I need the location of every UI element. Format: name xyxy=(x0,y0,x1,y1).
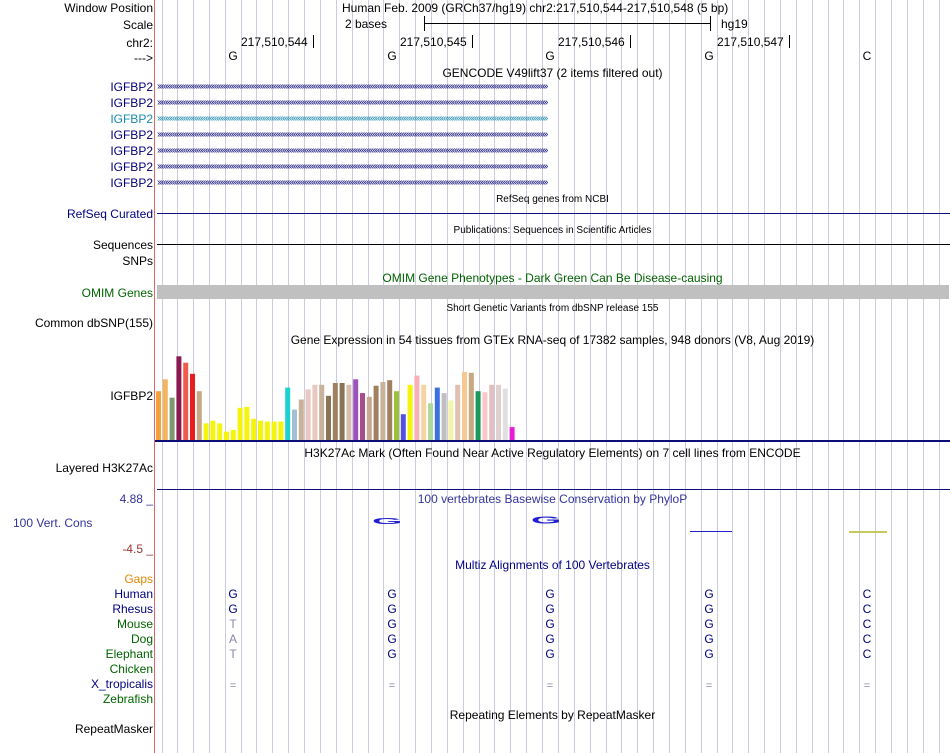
gtex-tissue-bar[interactable] xyxy=(503,389,508,441)
alignment-gap-marker: = xyxy=(546,680,554,692)
gtex-tissue-bar[interactable] xyxy=(163,379,168,440)
phylop-base-logo: G xyxy=(531,515,562,527)
omim-genes-label[interactable]: OMIM Genes xyxy=(81,286,153,300)
gtex-tissue-bar[interactable] xyxy=(353,379,358,440)
alignment-base: G xyxy=(545,587,555,601)
gtex-tissue-bar[interactable] xyxy=(455,385,460,440)
gtex-track-title[interactable]: Gene Expression in 54 tissues from GTEx RNA-seq of 17382 samples, 948 donors (V8, Aug 2019) xyxy=(290,333,815,347)
position-tick-label: 217,510,547 xyxy=(717,35,784,49)
gtex-tissue-bar[interactable] xyxy=(510,427,515,440)
scale-assembly: hg19 xyxy=(721,17,748,31)
gtex-tissue-bar[interactable] xyxy=(367,397,372,440)
gtex-tissue-bar[interactable] xyxy=(462,372,467,440)
gtex-tissue-bar[interactable] xyxy=(217,423,222,440)
window-position-title[interactable]: Human Feb. 2009 (GRCh37/hg19) chr2:217,510,544-217,510,548 (5 bp) xyxy=(342,1,729,15)
gtex-tissue-bar[interactable] xyxy=(387,380,392,440)
gtex-tissue-bar[interactable] xyxy=(210,421,215,440)
refseq-gene-line[interactable] xyxy=(157,213,950,214)
reference-base: C xyxy=(862,49,872,63)
gene-feature[interactable]: ››››››››››››››››››››››››››››››››››››››››››››››››››››››››››››››››››››››››››››››››››››››››››››››››››››››››››››››››››››››››››››››››››››››››››››››››››››››››››››››››››››››››››››››››››››››››››››››››››››››››››››››››››››› xyxy=(157,130,547,140)
gtex-tissue-bar[interactable] xyxy=(435,388,440,440)
dbsnp-track-label[interactable]: Common dbSNP(155) xyxy=(34,316,153,330)
reference-base: G xyxy=(545,49,555,63)
alignment-base: G xyxy=(704,587,714,601)
phylop-low-score xyxy=(690,531,732,532)
alignment-base: C xyxy=(862,602,872,616)
gtex-tissue-bar[interactable] xyxy=(272,422,277,440)
gene-label-igfbp2[interactable]: IGFBP2 xyxy=(110,128,153,142)
alignment-base: G xyxy=(704,647,714,661)
window-position-label: Window Position xyxy=(64,1,153,15)
h3k27ac-track-title[interactable]: H3K27Ac Mark (Often Found Near Active Regulatory Elements) on 7 cell lines from ENCODE xyxy=(304,446,801,460)
multiz-track-title[interactable]: Multiz Alignments of 100 Vertebrates xyxy=(455,558,650,572)
gtex-tissue-bar[interactable] xyxy=(414,376,419,440)
gtex-tissue-bar[interactable] xyxy=(482,392,487,440)
alignment-base: G xyxy=(704,617,714,631)
gene-label-igfbp2[interactable]: IGFBP2 xyxy=(110,160,153,174)
position-tick xyxy=(313,35,314,48)
gtex-tissue-bar[interactable] xyxy=(278,422,283,440)
gtex-tissue-bar[interactable] xyxy=(340,383,345,440)
gtex-tissue-bar[interactable] xyxy=(374,386,379,440)
alignment-base: G xyxy=(545,617,555,631)
strand-label: ---> xyxy=(134,51,153,65)
species-label-zebrafish[interactable]: Zebrafish xyxy=(102,692,153,706)
gtex-tissue-bar[interactable] xyxy=(469,373,474,440)
gtex-tissue-bar[interactable] xyxy=(197,391,202,440)
gtex-tissue-bar[interactable] xyxy=(421,385,426,440)
species-label-mouse[interactable]: Mouse xyxy=(116,617,153,631)
species-label-rhesus[interactable]: Rhesus xyxy=(112,602,153,616)
alignment-base: G xyxy=(387,632,397,646)
snps-label[interactable]: SNPs xyxy=(122,254,153,268)
position-tick-label: 217,510,544 xyxy=(241,35,308,49)
repeatmasker-track-label[interactable]: RepeatMasker xyxy=(74,722,153,736)
gtex-tissue-bar[interactable] xyxy=(183,363,188,440)
refseq-track-title[interactable]: RefSeq genes from NCBI xyxy=(496,194,609,205)
alignment-gap-marker: = xyxy=(388,680,396,692)
gtex-tissue-bar[interactable] xyxy=(224,432,229,440)
gene-feature[interactable]: ››››››››››››››››››››››››››››››››››››››››››››››››››››››››››››››››››››››››››››››››››››››››››››››››››››››››››››››››››››››››››››››››››››››››››››››››››››››››››››››››››››››››››››››››››››››››››››››››››››››››››››››››››››› xyxy=(157,98,547,108)
gencode-track-title[interactable]: GENCODE V49lift37 (2 items filtered out) xyxy=(442,66,663,80)
position-tick xyxy=(472,35,473,48)
gtex-tissue-bar[interactable] xyxy=(428,403,433,440)
gtex-tissue-bar[interactable] xyxy=(251,419,256,440)
phylop-track-label[interactable]: 100 Vert. Cons xyxy=(13,516,93,530)
alignment-base: G xyxy=(387,602,397,616)
alignment-base: G xyxy=(387,587,397,601)
gene-label-igfbp2[interactable]: IGFBP2 xyxy=(110,80,153,94)
gtex-tissue-bar[interactable] xyxy=(489,385,494,440)
position-tick xyxy=(630,35,631,48)
publications-track-title[interactable]: Publications: Sequences in Scientific Articles xyxy=(453,225,652,236)
omim-feature[interactable] xyxy=(157,285,949,299)
alignment-base: C xyxy=(862,647,872,661)
gtex-tissue-bar[interactable] xyxy=(258,421,263,440)
alignment-base: G xyxy=(387,617,397,631)
alignment-base: G xyxy=(704,632,714,646)
alignment-base: G xyxy=(545,602,555,616)
gtex-tissue-bar[interactable] xyxy=(170,398,175,440)
publications-line[interactable] xyxy=(157,244,950,245)
alignment-base: C xyxy=(862,617,872,631)
gtex-tissue-bar[interactable] xyxy=(306,389,311,440)
position-tick-label: 217,510,546 xyxy=(558,35,625,49)
reference-base: G xyxy=(704,49,714,63)
scale-text: 2 bases xyxy=(345,17,388,31)
gtex-gene-label[interactable]: IGFBP2 xyxy=(110,389,153,403)
gtex-tissue-bar[interactable] xyxy=(238,408,243,440)
alignment-base: T xyxy=(229,617,237,631)
species-label-x-tropicalis[interactable]: X_tropicalis xyxy=(90,677,153,691)
scale-bar-tick xyxy=(710,16,711,31)
species-label-elephant[interactable]: Elephant xyxy=(105,647,153,661)
gtex-tissue-bar[interactable] xyxy=(231,430,236,440)
species-label-dog[interactable]: Dog xyxy=(130,632,153,646)
gtex-tissue-bar[interactable] xyxy=(496,385,501,440)
gene-feature[interactable]: ››››››››››››››››››››››››››››››››››››››››››››››››››››››››››››››››››››››››››››››››››››››››››››››››››››››››››››››››››››››››››››››››››››››››››››››››››››››››››››››››››››››››››››››››››››››››››››››››››››››››››››››››››››› xyxy=(157,114,547,124)
gtex-tissue-bar[interactable] xyxy=(156,391,161,440)
repeatmasker-track-title[interactable]: Repeating Elements by RepeatMasker xyxy=(449,708,656,722)
gaps-label[interactable]: Gaps xyxy=(124,572,153,586)
alignment-base: C xyxy=(862,587,872,601)
gtex-tissue-bar[interactable] xyxy=(285,388,290,440)
dbsnp-track-title[interactable]: Short Genetic Variants from dbSNP release 155 xyxy=(446,303,659,314)
h3k27ac-track-label[interactable]: Layered H3K27Ac xyxy=(55,461,153,475)
alignment-gap-marker: = xyxy=(705,680,713,692)
alignment-base: G xyxy=(545,647,555,661)
alignment-base: T xyxy=(229,647,237,661)
reference-base: G xyxy=(387,49,397,63)
species-label-chicken[interactable]: Chicken xyxy=(109,662,153,676)
alignment-base: G xyxy=(704,602,714,616)
reference-base: G xyxy=(228,49,238,63)
phylop-low-score xyxy=(849,531,887,533)
scale-bar xyxy=(424,23,710,24)
gtex-tissue-bar[interactable] xyxy=(360,393,365,440)
gene-feature[interactable]: ››››››››››››››››››››››››››››››››››››››››››››››››››››››››››››››››››››››››››››››››››››››››››››››››››››››››››››››››››››››››››››››››››››››››››››››››››››››››››››››››››››››››››››››››››››››››››››››››››››››››››››››››››››› xyxy=(157,146,547,156)
gtex-tissue-bar[interactable] xyxy=(448,400,453,440)
gtex-tissue-bar[interactable] xyxy=(244,407,249,440)
gtex-tissue-bar[interactable] xyxy=(326,396,331,440)
gtex-tissue-bar[interactable] xyxy=(333,383,338,440)
omim-track-title[interactable]: OMIM Gene Phenotypes - Dark Green Can Be Disease-causing xyxy=(382,271,723,285)
gtex-tissue-bar[interactable] xyxy=(442,393,447,440)
gtex-tissue-bar[interactable] xyxy=(190,374,195,440)
alignment-base: G xyxy=(228,602,238,616)
chrom-label: chr2: xyxy=(126,36,153,50)
gtex-tissue-bar[interactable] xyxy=(319,385,324,440)
gtex-tissue-bar[interactable] xyxy=(176,356,181,440)
phylop-track-title[interactable]: 100 vertebrates Basewise Conservation by PhyloP xyxy=(417,492,688,506)
phylop-max-label: 4.88 _ xyxy=(119,492,153,506)
sequences-track-label[interactable]: Sequences xyxy=(92,238,153,252)
gtex-tissue-bar[interactable] xyxy=(204,423,209,440)
alignment-gap-marker: = xyxy=(229,680,237,692)
species-label-human[interactable]: Human xyxy=(114,587,153,601)
gtex-tissue-bar[interactable] xyxy=(346,385,351,440)
scale-bar-tick xyxy=(424,16,425,31)
gtex-tissue-bar[interactable] xyxy=(299,400,304,441)
gene-feature[interactable]: ››››››››››››››››››››››››››››››››››››››››››››››››››››››››››››››››››››››››››››››››››››››››››››››››››››››››››››››››››››››››››››››››››››››››››››››››››››››››››››››››››››››››››››››››››››››››››››››››››››››››››››››››››››› xyxy=(157,178,547,188)
gtex-tissue-bar[interactable] xyxy=(312,385,317,440)
alignment-base: G xyxy=(228,587,238,601)
gtex-tissue-bar[interactable] xyxy=(292,410,297,440)
alignment-base: G xyxy=(545,632,555,646)
alignment-base: A xyxy=(228,632,237,646)
gtex-tissue-bar[interactable] xyxy=(265,422,270,440)
scale-label: Scale xyxy=(122,18,153,32)
position-tick xyxy=(789,35,790,48)
alignment-base: G xyxy=(387,647,397,661)
gene-feature[interactable]: ››››››››››››››››››››››››››››››››››››››››››››››››››››››››››››››››››››››››››››››››››››››››››››››››››››››››››››››››››››››››››››››››››››››››››››››››››››››››››››››››››››››››››››››››››››››››››››››››››››››››››››››››››››› xyxy=(157,82,547,92)
gtex-tissue-bar[interactable] xyxy=(380,382,385,440)
alignment-base: C xyxy=(862,632,872,646)
refseq-track-label[interactable]: RefSeq Curated xyxy=(66,207,153,221)
alignment-gap-marker: = xyxy=(863,680,871,692)
phylop-min-label: -4.5 _ xyxy=(122,542,153,556)
gene-label-igfbp2[interactable]: IGFBP2 xyxy=(110,176,153,190)
gene-label-igfbp2[interactable]: IGFBP2 xyxy=(110,96,153,110)
gene-feature[interactable]: ››››››››››››››››››››››››››››››››››››››››››››››››››››››››››››››››››››››››››››››››››››››››››››››››››››››››››››››››››››››››››››››››››››››››››››››››››››››››››››››››››››››››››››››››››››››››››››››››››››››››››››››››››››› xyxy=(157,162,547,172)
position-tick-label: 217,510,545 xyxy=(400,35,467,49)
gtex-tissue-bar[interactable] xyxy=(408,385,413,440)
gene-label-igfbp2-highlight[interactable]: IGFBP2 xyxy=(110,112,153,126)
gtex-bar-chart[interactable] xyxy=(155,346,950,443)
gtex-tissue-bar[interactable] xyxy=(401,414,406,440)
gtex-tissue-bar[interactable] xyxy=(394,391,399,440)
phylop-base-logo: G xyxy=(372,517,403,527)
gtex-tissue-bar[interactable] xyxy=(476,391,481,440)
gene-label-igfbp2[interactable]: IGFBP2 xyxy=(110,144,153,158)
h3k27ac-baseline xyxy=(157,489,950,490)
